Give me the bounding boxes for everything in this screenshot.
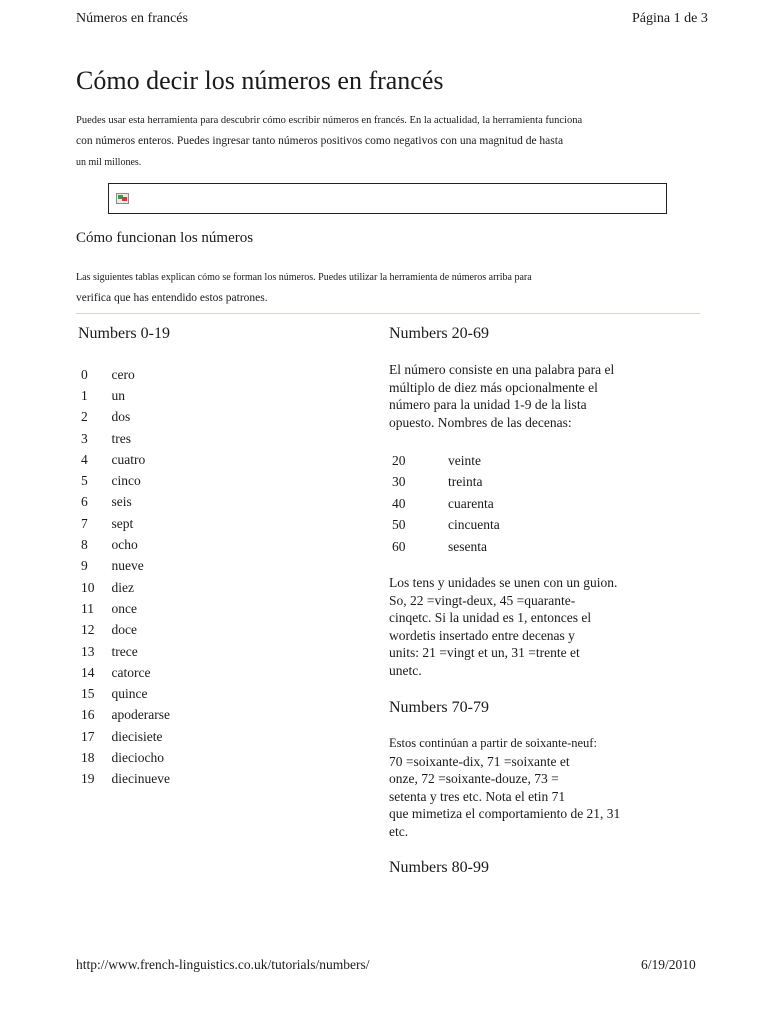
- numbers-20-69-heading: Numbers 20-69: [389, 325, 489, 342]
- number-cell: 16: [81, 707, 95, 723]
- table-row: [81, 662, 170, 683]
- table-row: [81, 598, 170, 619]
- intro-paragraph: [76, 110, 596, 173]
- paragraph-line: opuesto. Nombres de las decenas:: [389, 414, 572, 430]
- word-cell: cuatro: [111, 451, 146, 467]
- word-cell: treinta: [448, 474, 483, 490]
- paragraph-line: 70 =soixante-dix, 71 =soixante et: [389, 753, 570, 769]
- paragraph-line: que mimetiza el comportamiento de 21, 31: [389, 806, 621, 821]
- paragraph-line: So, 22 =vingt-deux, 45 =quarante-: [389, 592, 576, 608]
- number-cell: 1: [81, 387, 88, 403]
- footer-url: http://www.french-linguistics.co.uk/tutorials/numbers/: [76, 957, 370, 972]
- broken-image-icon: [116, 193, 129, 204]
- word-cell: catorce: [111, 664, 151, 680]
- numbers-0-19-heading: Numbers 0-19: [78, 325, 170, 342]
- table-row: [81, 641, 170, 662]
- word-cell: trece: [111, 643, 138, 659]
- table-row: [81, 726, 170, 747]
- number-cell: 50: [392, 517, 406, 533]
- word-cell: cuarenta: [448, 495, 494, 511]
- intro-line: un mil millones.: [76, 157, 142, 168]
- numbers-20-69-description: [389, 361, 614, 431]
- table-row: [81, 683, 170, 704]
- section-subhead: Cómo funcionan los números: [76, 230, 254, 246]
- number-cell: 60: [392, 538, 406, 554]
- table-row: [81, 449, 170, 470]
- word-cell: cincuenta: [448, 517, 500, 533]
- table-row: [392, 515, 500, 537]
- paragraph-line: múltiplo de diez más opcionalmente el: [389, 379, 598, 395]
- number-tool-widget[interactable]: [108, 183, 667, 214]
- number-cell: 7: [81, 515, 88, 531]
- table-row: [81, 513, 170, 534]
- table-row: [392, 536, 500, 558]
- word-cell: doce: [111, 622, 137, 638]
- word-cell: diecinueve: [111, 771, 170, 787]
- word-cell: sesenta: [448, 538, 487, 554]
- table-row: [392, 450, 500, 472]
- number-cell: 12: [81, 622, 95, 638]
- table-row: [81, 407, 170, 428]
- number-cell: 13: [81, 643, 95, 659]
- table-row: [81, 705, 170, 726]
- number-cell: 20: [392, 452, 406, 468]
- number-cell: 30: [392, 474, 406, 490]
- table-row: [81, 534, 170, 555]
- paragraph-line: Los tens y unidades se unen con un guion.: [389, 575, 618, 590]
- number-cell: 14: [81, 664, 95, 680]
- number-cell: 11: [81, 600, 94, 616]
- word-cell: sept: [111, 515, 134, 531]
- tens-units-description: [389, 574, 617, 679]
- intro-line: Puedes usar esta herramienta para descubrir cómo escribir números en francés. En la actualidad, la herramienta funciona: [76, 115, 583, 126]
- number-cell: 0: [81, 366, 88, 382]
- paragraph-line: wordetis insertado entre decenas y: [389, 627, 575, 643]
- table-row: [81, 769, 170, 790]
- paragraph-line: units: 21 =vingt et un, 31 =trente et: [389, 645, 580, 660]
- number-cell: 40: [392, 495, 406, 511]
- number-cell: 5: [81, 473, 88, 489]
- word-cell: diecisiete: [111, 728, 163, 744]
- number-cell: 2: [81, 409, 88, 425]
- decades-table: [392, 450, 500, 558]
- table-row: [81, 620, 170, 641]
- paragraph-line: setenta y tres etc. Nota el etin 71: [389, 788, 566, 804]
- number-cell: 15: [81, 686, 95, 702]
- paragraph-line: unetc.: [389, 662, 422, 678]
- explain-line: verifica que has entendido estos patrones.: [76, 292, 268, 304]
- footer-date: 6/19/2010: [641, 957, 696, 972]
- word-cell: quince: [111, 686, 148, 702]
- numbers-0-19-section: [78, 325, 170, 787]
- word-cell: nueve: [111, 558, 144, 574]
- explain-line: Las siguientes tablas explican cómo se forman los números. Puedes utilizar la herramienta de números arriba para: [76, 272, 532, 283]
- table-row: [392, 493, 500, 515]
- number-cell: 17: [81, 728, 95, 744]
- number-cell: 3: [81, 430, 88, 446]
- intro-line: con números enteros. Puedes ingresar tanto números positivos como negativos con una magnitud de hasta: [76, 135, 564, 147]
- paragraph-line: número para la unidad 1-9 de la lista: [389, 397, 587, 412]
- word-cell: once: [111, 600, 137, 616]
- word-cell: apoderarse: [111, 707, 170, 723]
- number-cell: 19: [81, 771, 95, 787]
- word-cell: dos: [111, 409, 131, 425]
- number-cell: 10: [81, 579, 95, 595]
- number-cell: 8: [81, 537, 88, 553]
- table-row: [81, 385, 170, 406]
- table-row: [81, 747, 170, 768]
- number-cell: 18: [81, 749, 95, 765]
- table-row: [81, 577, 170, 598]
- paragraph-line: etc.: [389, 823, 409, 839]
- numbers-70-79-description: [389, 735, 620, 840]
- numbers-0-19-table: [81, 364, 170, 790]
- table-row: [392, 472, 500, 494]
- paragraph-line: onze, 72 =soixante-douze, 73 =: [389, 771, 559, 786]
- word-cell: veinte: [448, 452, 481, 468]
- table-row: [81, 364, 170, 385]
- word-cell: un: [111, 387, 125, 403]
- explain-paragraph: [76, 268, 532, 308]
- word-cell: cero: [111, 366, 135, 382]
- number-cell: 4: [81, 451, 88, 467]
- table-row: [81, 492, 170, 513]
- paragraph-line: cinqetc. Si la unidad es 1, entonces el: [389, 610, 592, 625]
- table-row: [81, 470, 170, 491]
- word-cell: diez: [111, 579, 134, 595]
- page-indicator: Página 1 de 3: [632, 11, 708, 26]
- number-cell: 9: [81, 558, 88, 574]
- page-title: Cómo decir los números en francés: [76, 66, 444, 95]
- number-cell: 6: [81, 494, 88, 510]
- word-cell: cinco: [111, 473, 141, 489]
- paragraph-line: El número consiste en una palabra para el: [389, 362, 615, 377]
- section-divider: [76, 313, 700, 314]
- table-row: [81, 556, 170, 577]
- word-cell: tres: [111, 430, 131, 446]
- word-cell: seis: [111, 494, 132, 510]
- numbers-70-79-heading: Numbers 70-79: [389, 699, 489, 716]
- word-cell: ocho: [111, 537, 138, 553]
- header-doc-title: Números en francés: [76, 11, 188, 26]
- word-cell: dieciocho: [111, 749, 164, 765]
- table-row: [81, 428, 170, 449]
- paragraph-line: Estos continúan a partir de soixante-neuf:: [389, 736, 597, 750]
- numbers-80-99-heading: Numbers 80-99: [389, 859, 489, 876]
